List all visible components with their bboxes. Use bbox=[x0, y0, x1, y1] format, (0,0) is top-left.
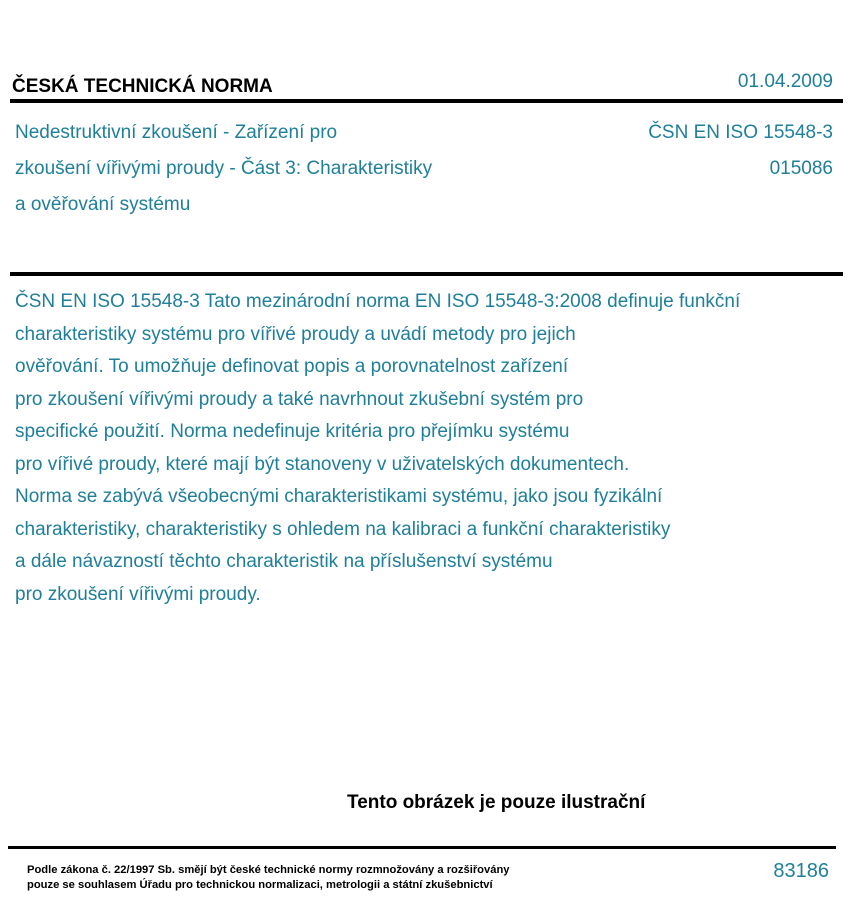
standard-title-line: a ověřování systému bbox=[15, 194, 191, 215]
abstract-line: charakteristiky, charakteristiky s ohledem na kalibraci a funkční charakteristiky bbox=[15, 518, 671, 540]
abstract-line: ČSN EN ISO 15548-3 Tato mezinárodní norma EN ISO 15548-3:2008 definuje funkční bbox=[15, 291, 741, 312]
document-type-heading: ČESKÁ TECHNICKÁ NORMA bbox=[12, 76, 273, 97]
illustration-note: Tento obrázek je pouze ilustrační bbox=[347, 792, 646, 813]
standard-designation: ČSN EN ISO 15548-3 bbox=[648, 122, 833, 143]
abstract-line: a dále návazností těchto charakteristik na příslušenství systému bbox=[15, 551, 553, 572]
catalog-number: 015086 bbox=[769, 158, 833, 179]
abstract-line: charakteristiky systému pro vířivé proudy a uvádí metody pro jejich bbox=[15, 323, 576, 345]
legal-notice-line: pouze se souhlasem Úřadu pro technickou normalizaci, metrologii a státní zkušebnictví bbox=[27, 879, 493, 891]
header-divider bbox=[10, 99, 843, 103]
abstract-line: ověřování. To umožňuje definovat popis a porovnatelnost zařízení bbox=[15, 356, 569, 377]
abstract-line: pro vířivé proudy, které mají být stanoveny v uživatelských dokumentech. bbox=[15, 453, 630, 475]
standard-identifiers bbox=[648, 115, 833, 187]
abstract-line: pro zkoušení vířivými proudy. bbox=[15, 583, 261, 605]
abstract-line: specifické použití. Norma nedefinuje kritéria pro přejímku systému bbox=[15, 421, 570, 442]
standard-title bbox=[15, 115, 432, 223]
legal-notice-line: Podle zákona č. 22/1997 Sb. smějí být české technické normy rozmnožovány a rozšiřovány bbox=[27, 864, 510, 876]
footer-divider bbox=[8, 846, 836, 849]
standard-title-line: Nedestruktivní zkoušení - Zařízení pro bbox=[15, 122, 338, 143]
abstract-line: pro zkoušení vířivými proudy a také navrhnout zkušební systém pro bbox=[15, 388, 584, 410]
standard-title-line: zkoušení vířivými proudy - Část 3: Charakteristiky bbox=[15, 158, 433, 179]
document-number: 83186 bbox=[773, 860, 829, 882]
standard-abstract bbox=[15, 286, 740, 611]
legal-notice bbox=[27, 863, 510, 893]
title-divider bbox=[10, 272, 843, 276]
abstract-line: Norma se zabývá všeobecnými charakteristikami systému, jako jsou fyzikální bbox=[15, 486, 663, 507]
publication-date: 01.04.2009 bbox=[737, 71, 833, 92]
